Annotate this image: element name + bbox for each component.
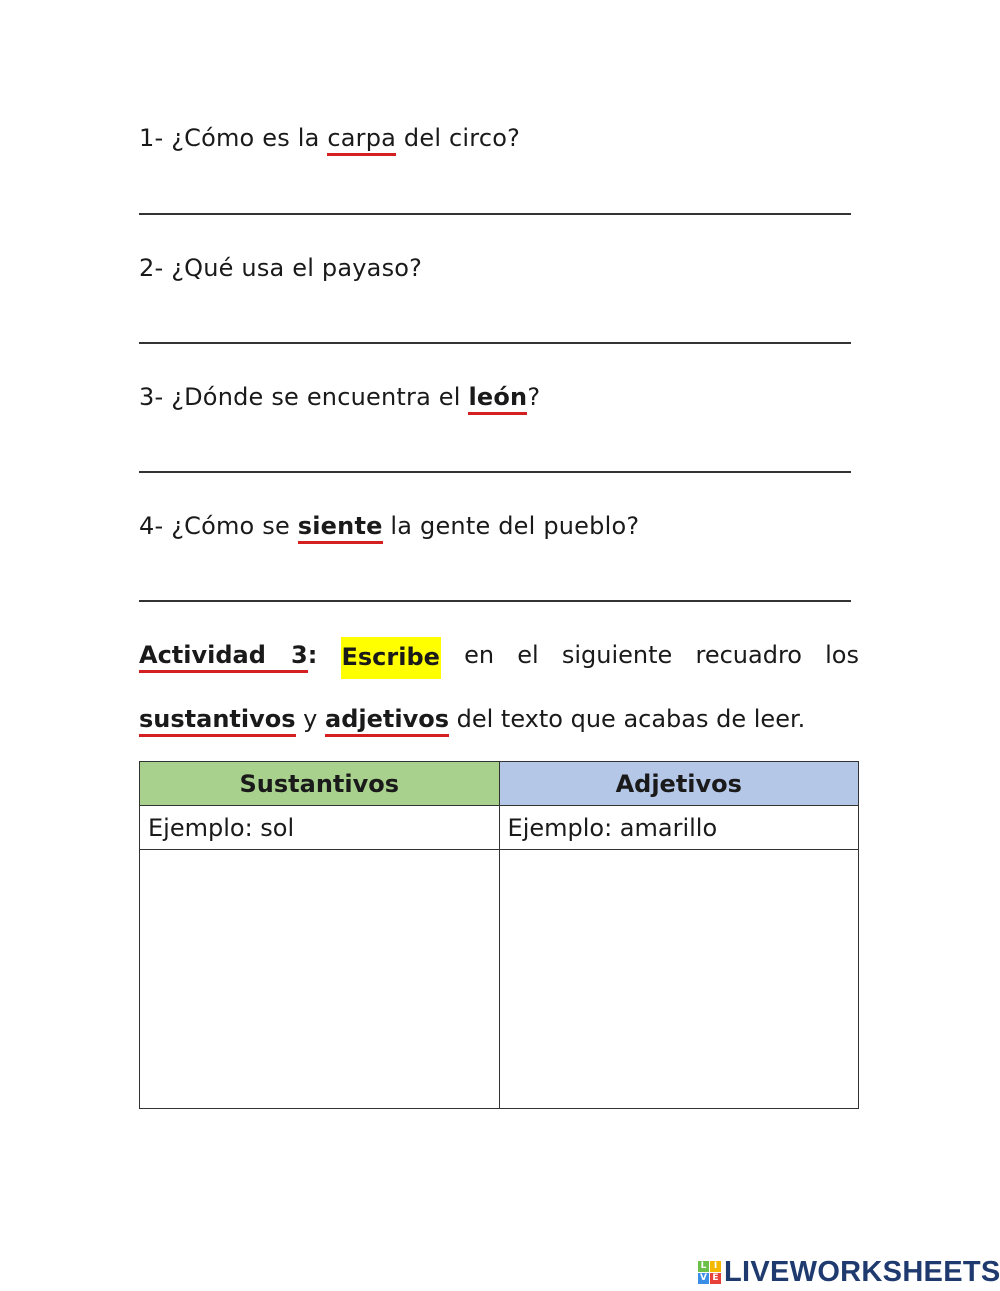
header-adjetivos: Adjetivos xyxy=(499,762,858,806)
table-row-answers xyxy=(140,850,859,1109)
keyword-carpa: carpa xyxy=(327,124,396,156)
keyword-sustantivos: sustantivos xyxy=(139,705,296,737)
activity-instructions-line-2 xyxy=(139,701,859,737)
question-1 xyxy=(139,123,520,153)
example-adjetivo: Ejemplo: amarillo xyxy=(499,806,858,850)
question-number: 3- xyxy=(139,383,164,411)
instruction-word: los xyxy=(825,641,859,669)
question-text-pre: ¿Dónde se encuentra el xyxy=(171,383,469,411)
keyword-leon: león xyxy=(468,383,527,415)
highlighted-verb-escribe: Escribe xyxy=(341,637,441,679)
question-number: 4- xyxy=(139,512,164,540)
live-blocks-icon xyxy=(698,1261,721,1284)
question-text-post: ? xyxy=(527,383,541,411)
answer-line-1[interactable] xyxy=(139,213,851,215)
table-row-example xyxy=(140,806,859,850)
logo-text: LIVEWORKSHEETS xyxy=(724,1256,1000,1288)
sustantivos-adjetivos-table xyxy=(139,761,859,1109)
question-text-pre: ¿Cómo es la xyxy=(171,124,328,152)
question-text-post: del circo? xyxy=(396,124,521,152)
table-header-row xyxy=(140,762,859,806)
answer-line-4[interactable] xyxy=(139,600,851,602)
question-2 xyxy=(139,253,422,283)
logo-block-i: I xyxy=(710,1261,721,1272)
answer-line-3[interactable] xyxy=(139,471,851,473)
adjetivos-answer-cell[interactable] xyxy=(499,850,858,1109)
question-3 xyxy=(139,382,540,412)
instruction-rest: del texto que acabas de leer. xyxy=(449,705,806,733)
activity-instructions-line-1 xyxy=(139,637,859,679)
sustantivos-answer-cell[interactable] xyxy=(140,850,500,1109)
instruction-word: siguiente xyxy=(561,641,673,669)
example-sustantivo: Ejemplo: sol xyxy=(140,806,500,850)
question-number: 2- xyxy=(139,254,164,282)
activity-label-text: Actividad 3 xyxy=(139,641,308,673)
instruction-word: el xyxy=(517,641,539,669)
activity-colon: : xyxy=(307,641,318,669)
question-text-post: la gente del pueblo? xyxy=(382,512,640,540)
activity-label xyxy=(139,637,317,679)
question-text-pre: ¿Cómo se xyxy=(171,512,298,540)
question-4 xyxy=(139,511,639,541)
question-number: 1- xyxy=(139,124,164,152)
answer-line-2[interactable] xyxy=(139,342,851,344)
question-text: ¿Qué usa el payaso? xyxy=(171,254,423,282)
keyword-adjetivos: adjetivos xyxy=(325,705,449,737)
logo-block-v: V xyxy=(698,1273,709,1284)
keyword-siente: siente xyxy=(298,512,383,544)
instruction-word: recuadro xyxy=(695,641,802,669)
header-sustantivos: Sustantivos xyxy=(140,762,500,806)
liveworksheets-logo xyxy=(698,1256,1000,1289)
instruction-word: en xyxy=(464,641,495,669)
logo-block-l: L xyxy=(698,1261,709,1272)
conjunction: y xyxy=(295,705,325,733)
logo-block-e: E xyxy=(710,1273,721,1284)
